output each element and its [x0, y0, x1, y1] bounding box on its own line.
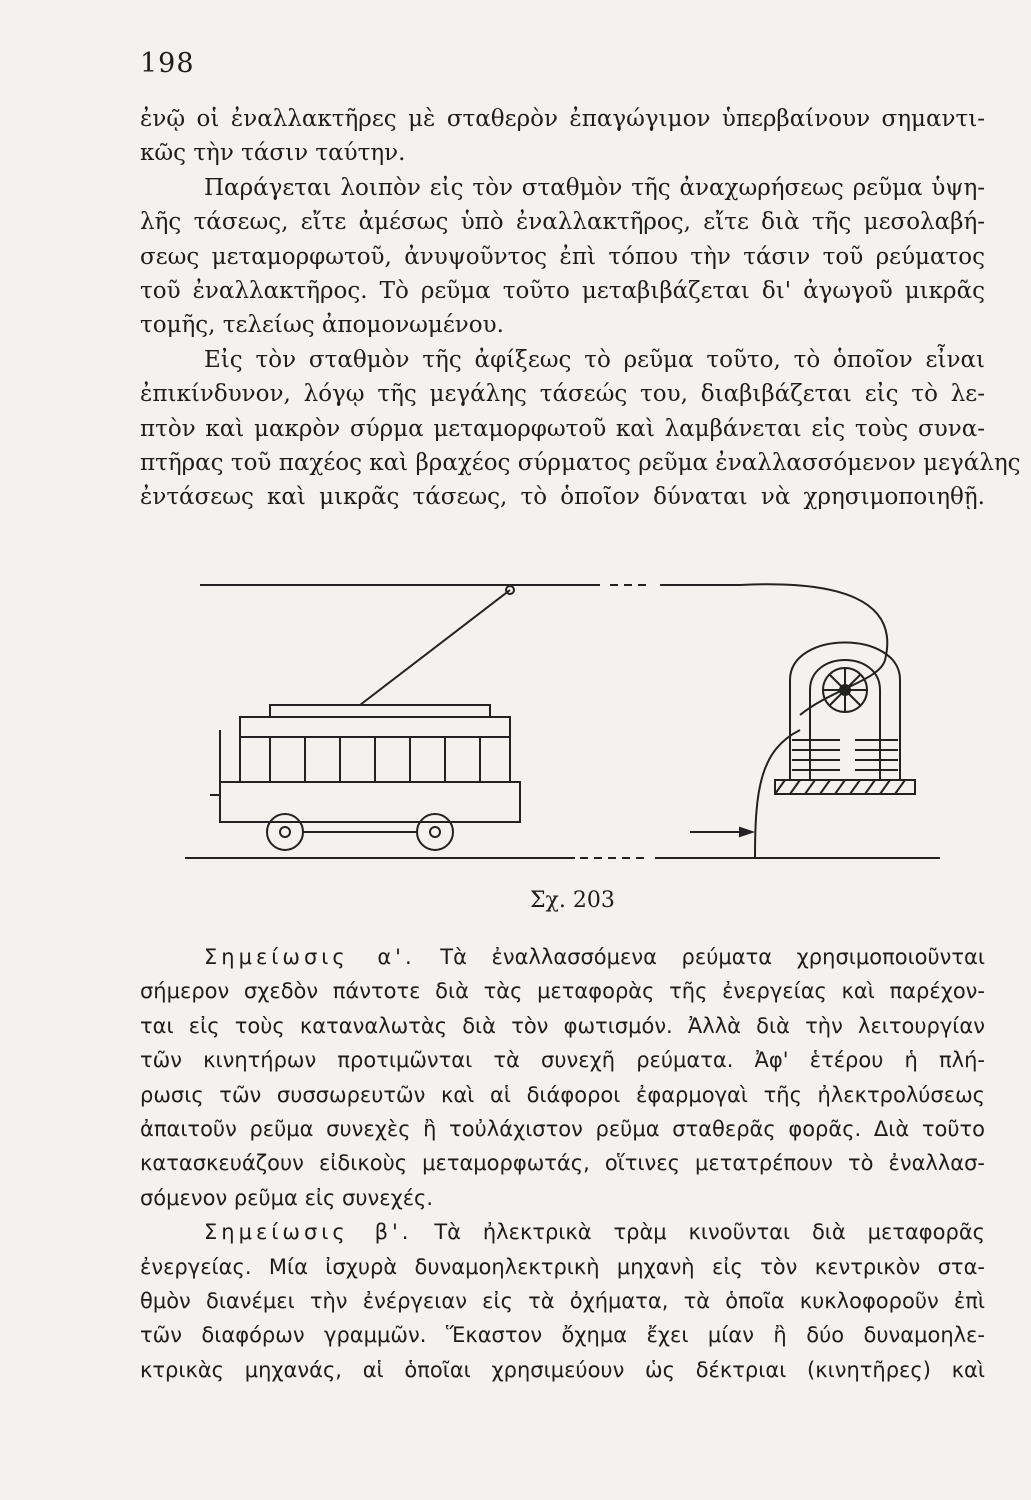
paragraph-1	[140, 102, 985, 171]
text-line: τῶν διαφόρων γραμμῶν. Ἕκαστον ὄχημα ἔχει μίαν ἢ δύο δυναμοηλε-	[140, 1323, 985, 1348]
tram-icon	[210, 705, 520, 850]
paragraph-2	[140, 171, 985, 343]
text-line: σεως μεταμορφωτοῦ, ἀνυψοῦντος ἐπὶ τόπου τὴν τάσιν τοῦ ρεύματος	[140, 243, 985, 270]
top-text-block	[140, 102, 1021, 515]
wheel-icon	[267, 814, 303, 850]
note-b-heading: Σημείωσις β'.	[204, 1220, 413, 1245]
text-line: Εἰς τὸν σταθμὸν τῆς ἀφίξεως τὸ ρεῦμα τοῦτο, τὸ ὁποῖον εἶναι	[204, 346, 985, 373]
text-line: θμὸν διανέμει τὴν ἐνέργειαν εἰς τὰ ὀχήματα, τὰ ὁποῖα κυκλοφοροῦν ἐπὶ	[140, 1289, 985, 1314]
paragraph-3	[140, 343, 1021, 515]
text-line: τοῦ ἐναλλακτῆρος. Τὸ ρεῦμα τοῦτο μεταβιβάζεται δι' ἀγωγοῦ μικρᾶς	[140, 278, 985, 305]
text-line: ἐπικίνδυνον, λόγῳ τῆς μεγάλης τάσεώς του, διαβιβάζεται εἰς τὸ λε-	[140, 381, 985, 408]
text-line: ἐντάσεως καὶ μικρᾶς τάσεως, τὸ ὁποῖον δύναται νὰ χρησιμοποιηθῇ.	[140, 484, 985, 511]
text-line	[140, 940, 985, 974]
text-line: τῶν κινητήρων προτιμῶνται τὰ συνεχῆ ρεύματα. Ἀφ' ἑτέρου ἡ πλή-	[140, 1048, 985, 1073]
text-line: ἐνεργείας. Μία ἰσχυρὰ δυναμοηλεκτρικὴ μηχανὴ εἰς τὸν κεντρικὸν στα-	[140, 1254, 985, 1279]
text-line: σόμενον ρεῦμα εἰς συνεχές.	[140, 1185, 434, 1210]
text-line	[140, 1215, 985, 1249]
tram-diagram	[180, 570, 950, 890]
figure-caption: Σχ. 203	[530, 888, 615, 913]
note-text: Τὰ ἠλεκτρικὰ τρὰμ κινοῦνται διὰ μεταφορᾶς	[434, 1220, 986, 1245]
wheel-icon	[417, 814, 453, 850]
text-line: ρωσις τῶν συσσωρευτῶν καὶ αἱ διάφοροι ἐφαρμογαὶ τῆς ἠλεκτρολύσεως	[140, 1082, 985, 1107]
text-line: Παράγεται λοιπὸν εἰς τὸν σταθμὸν τῆς ἀναχωρήσεως ρεῦμα ὑψη-	[204, 174, 985, 201]
text-line: κῶς τὴν τάσιν ταύτην.	[140, 140, 406, 167]
text-line: ται εἰς τοὺς καταναλωτὰς διὰ τὸν φωτισμόν. Ἀλλὰ διὰ τὴν λειτουργίαν	[140, 1013, 985, 1038]
text-line: πτῆρας τοῦ παχέος καὶ βραχέος σύρματος ρεῦμα ἐναλλασσόμενον μεγάλης	[140, 450, 1021, 477]
text-line: τομῆς, τελείως ἀπομονωμένου.	[140, 312, 504, 339]
text-line: σήμερον σχεδὸν πάντοτε διὰ τὰς μεταφορὰς τῆς ἐνεργείας καὶ παρέχον-	[140, 979, 985, 1004]
tram-figure	[180, 570, 950, 890]
text-line: λῆς τάσεως, εἴτε ἀμέσως ὑπὸ ἐναλλακτῆρος, εἴτε διὰ τῆς μεσολαβή-	[140, 209, 985, 236]
text-line: ἀπαιτοῦν ρεῦμα συνεχὲς ἢ τοὐλάχιστον ρεῦμα σταθερᾶς φορᾶς. Διὰ τοῦτο	[140, 1117, 985, 1142]
transformer-icon	[775, 643, 915, 795]
trolley-pole-icon	[360, 590, 510, 705]
notes-block	[140, 940, 985, 1387]
text-line: κτρικὰς μηχανάς, αἱ ὁποῖαι χρησιμεύουν ὡς δέκτριαι (κινητῆρες) καὶ	[140, 1357, 985, 1382]
feed-wire	[740, 584, 887, 715]
note-a-heading: Σημείωσις α'.	[204, 945, 416, 969]
text-line: ἐνῷ οἱ ἐναλλακτῆρες μὲ σταθερὸν ἐπαγώγιμον ὑπερβαίνουν σημαντι-	[140, 106, 985, 132]
page-number: 198	[140, 48, 195, 79]
note-b	[140, 1215, 985, 1387]
text-line: κατασκευάζουν εἰδικοὺς μεταμορφωτάς, οἵτινες μετατρέπουν τὸ ἐναλλασ-	[140, 1151, 985, 1176]
note-text: Τὰ ἐναλλασσόμενα ρεύματα χρησιμοποιοῦνται	[440, 945, 985, 969]
note-a	[140, 940, 985, 1215]
text-line: πτὸν καὶ μακρὸν σύρμα μεταμορφωτοῦ καὶ λαμβάνεται εἰς τοὺς συνα-	[140, 415, 985, 442]
